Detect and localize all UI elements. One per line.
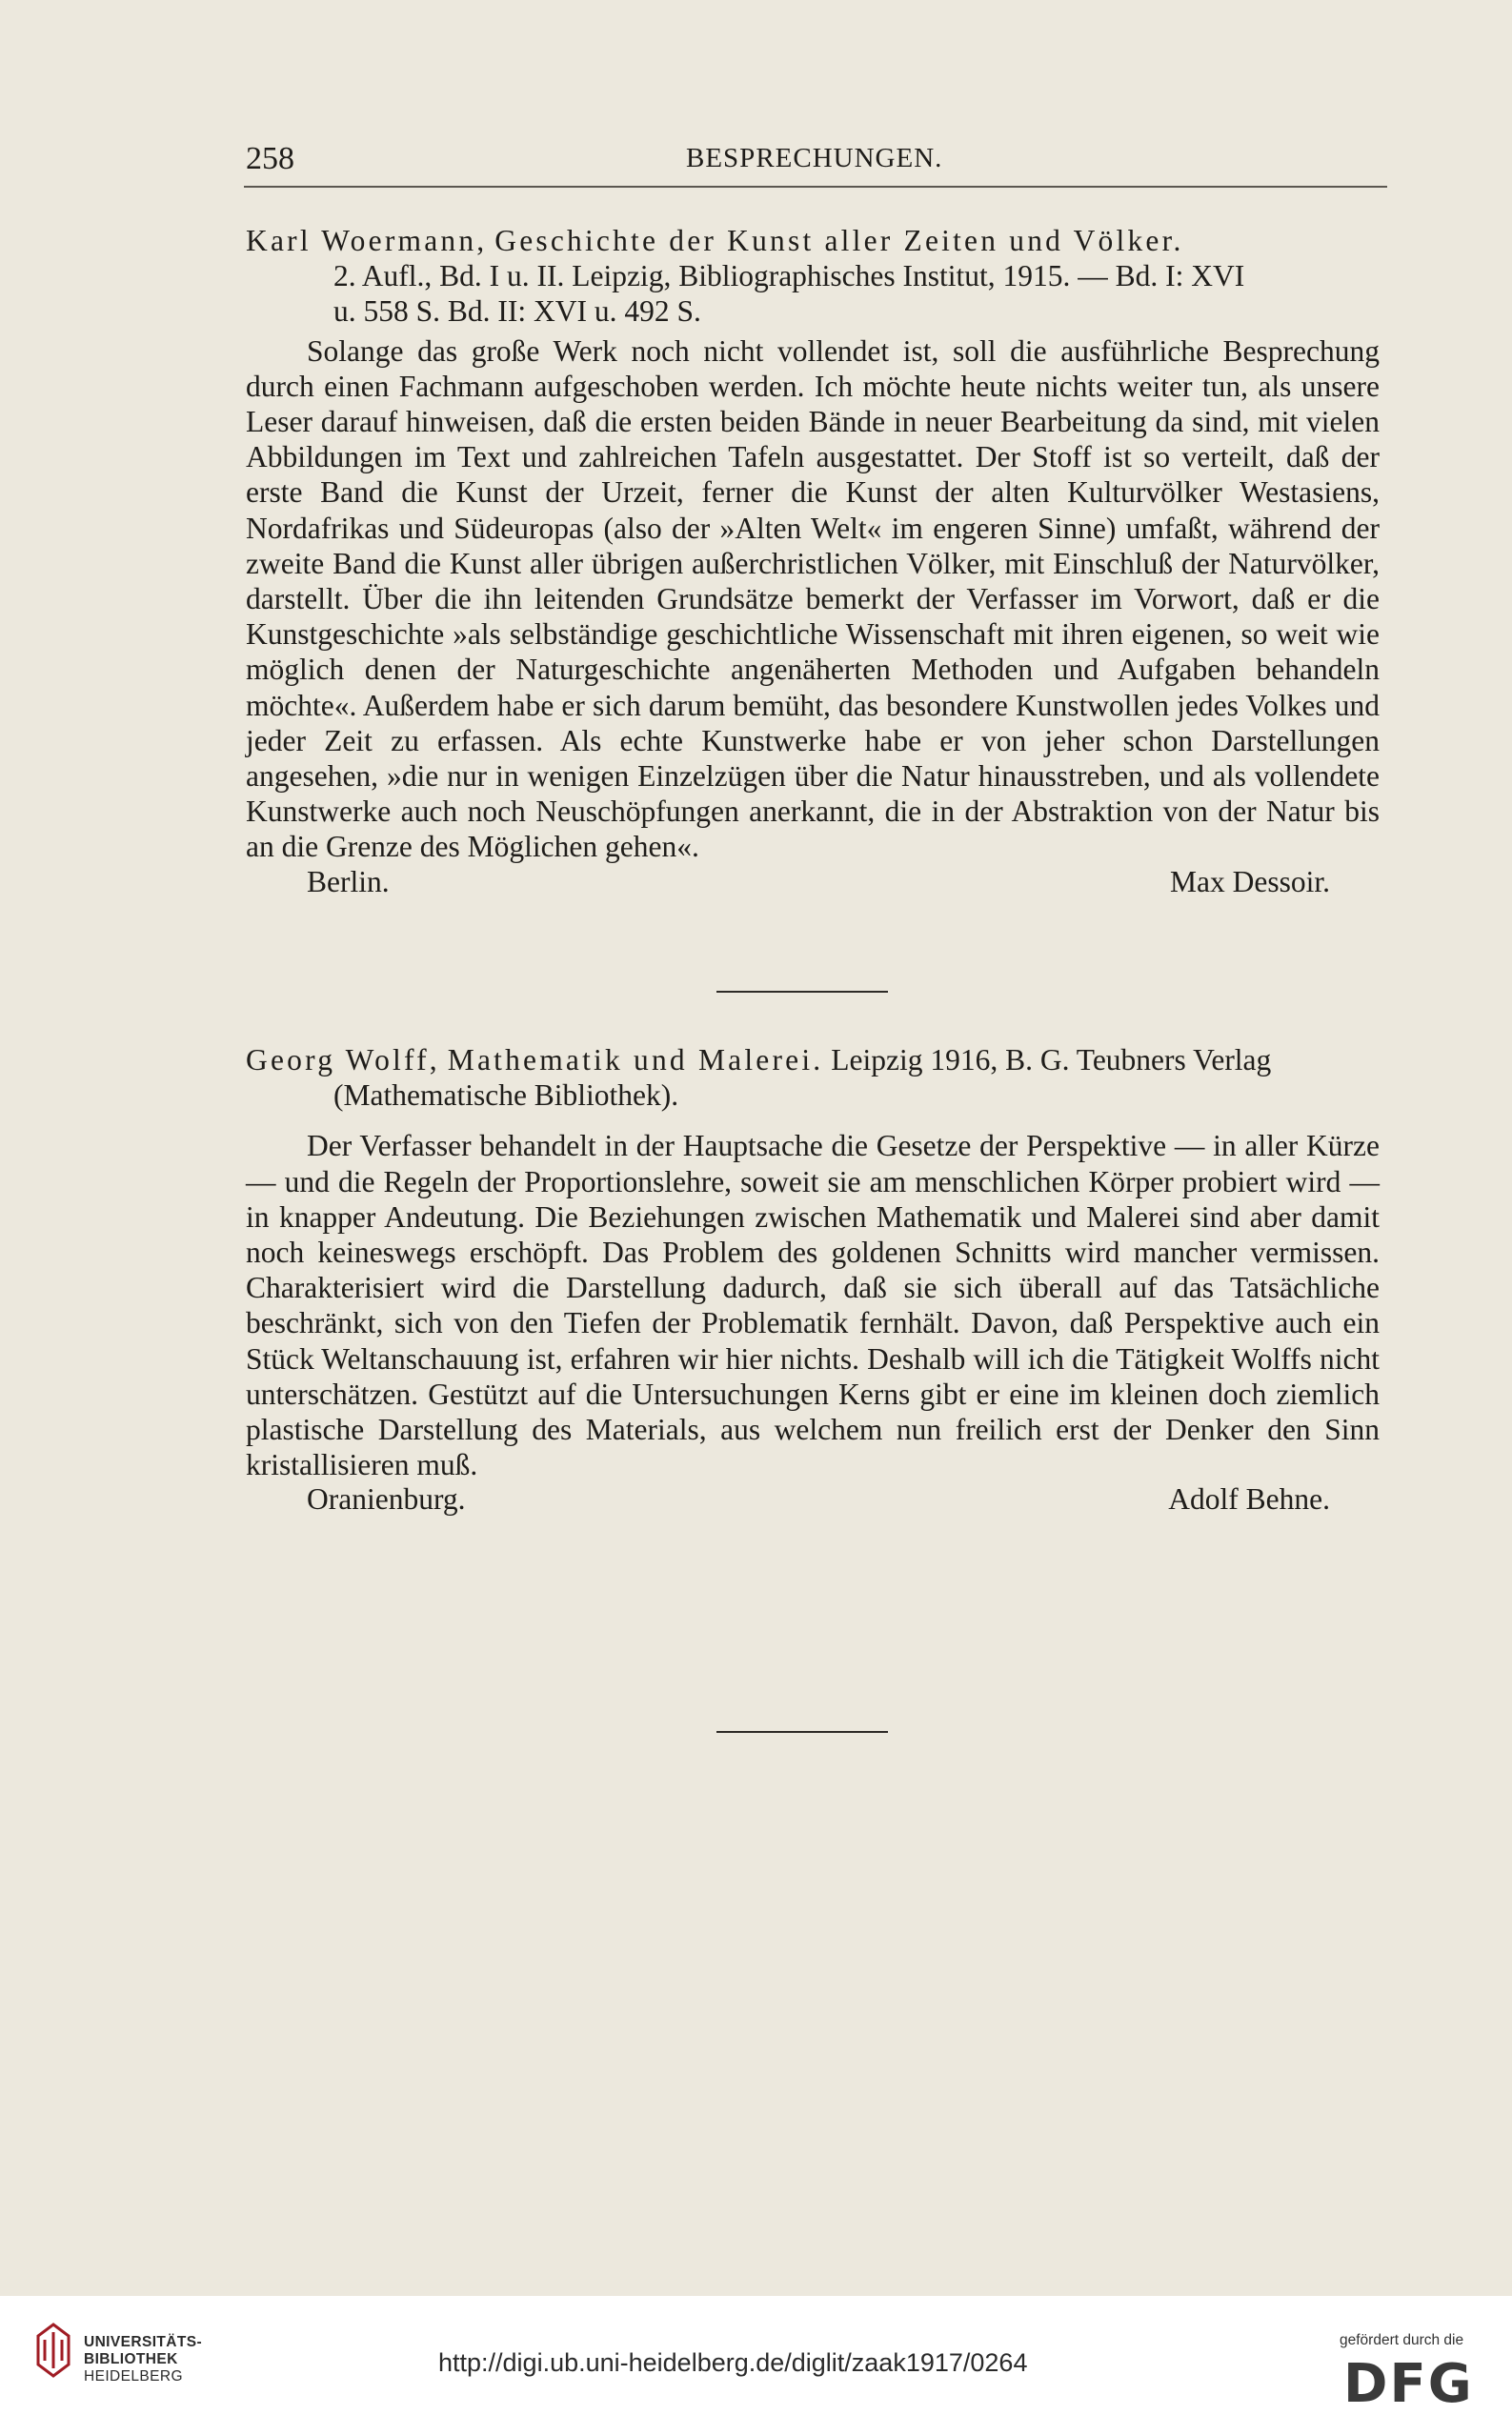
library-name: BIBLIOTHEK — [84, 2351, 178, 2367]
page-number: 258 — [246, 141, 294, 176]
review-body: Der Verfasser behandelt in der Hauptsache die Gesetze der Perspektive — in aller Kürze — und die Regeln der Proportionslehre, soweit sie am menschlichen Körper probiert wird — in knapper Andeutung. Die Beziehungen zwischen Mathematik und Malerei sind aber damit noch keineswegs erschöpft. Das Problem des goldenen Schnitts wird mancher vermissen. Charakterisiert wird die Darstellung dadurch, daß sie sich überall auf das Tatsächliche beschränkt, sich von den Tiefen der Problematik fernhält. Davon, daß Perspektive auch ein Stück Weltanschauung ist, erfahren wir hier nichts. Deshalb will ich die Tätigkeit Wolffs nicht unterschätzen. Gestützt auf die Untersuchungen Kerns gibt er eine im kleinen doch ziemlich plastische Darstellung des Materials, aus welchem nun freilich erst der Denker den Sinn kristallisieren muß. — [246, 1129, 1380, 1482]
permalink[interactable]: http://digi.ub.uni-heidelberg.de/diglit/zaak1917/0264 — [438, 2348, 1028, 2377]
review-author: Georg Wolff, — [246, 1043, 440, 1077]
review-wolff — [246, 1042, 1380, 1520]
funding-note: gefördert durch die — [1340, 2332, 1464, 2348]
review-publication: 2. Aufl., Bd. I u. II. Leipzig, Bibliographisches Institut, 1915. — Bd. I: XVI — [333, 259, 1245, 293]
review-author: Karl Woermann, — [246, 224, 488, 257]
review-publication-cont: (Mathematische Bibliothek). — [333, 1078, 679, 1113]
review-publication: Leipzig 1916, B. G. Teubners Verlag — [831, 1043, 1272, 1077]
review-publication-cont: u. 558 S. Bd. II: XVI u. 492 S. — [333, 294, 701, 329]
library-logo-icon — [36, 2323, 71, 2378]
section-divider — [716, 1731, 888, 1733]
reviewer-name: Max Dessoir. — [1170, 864, 1330, 898]
running-head: BESPRECHUNGEN. — [686, 143, 943, 173]
digitization-footer — [0, 2296, 1512, 2415]
review-signature — [246, 1482, 1380, 1520]
dfg-logo: DFG — [1343, 2353, 1474, 2415]
review-place: Berlin. — [307, 864, 390, 898]
review-book-title: Geschichte der Kunst aller Zeiten und Völker. — [494, 224, 1184, 257]
review-title — [246, 223, 1380, 330]
section-divider — [716, 991, 888, 993]
header-rule — [244, 186, 1387, 188]
reviewer-name: Adolf Behne. — [1168, 1482, 1330, 1517]
review-body: Solange das große Werk noch nicht vollendet ist, soll die ausführliche Besprechung durch einen Fachmann aufgeschoben werden. Ich möchte heute nichts weiter tun, als unsere Leser darauf hinweisen, daß die ersten beiden Bände in neuer Bearbeitung da sind, mit vielen Abbildungen im Text und zahlreichen Tafeln ausgestattet. Der Stoff ist so verteilt, daß der erste Band die Kunst der Urzeit, ferner die Kunst der alten Kulturvölker Westasiens, Nordafrikas und Südeuropas (also der »Alten Welt« im engeren Sinne) umfaßt, während der zweite Band die Kunst aller übrigen außerchristlichen Völker, mit Einschluß der Naturvölker, darstellt. Über die ihn leitenden Grundsätze bemerkt der Verfasser im Vorwort, daß er die Kunstgeschichte »als selbständige geschichtliche Wissenschaft mit ihren eigenen, so weit wie möglich denen der Naturgeschichte angenäherten Methoden und Aufgaben behandeln möchte«. Außerdem habe er sich darum bemüht, das besondere Kunstwollen jedes Volkes und jeder Zeit zu erfassen. Als echte Kunstwerke habe er von jeher schon Darstellungen angesehen, »die nur in wenigen Einzelzügen über die Natur hinausstreben, und als vollendete Kunstwerke auch noch Neuschöpfungen anerkannt, die in der Abstraktion von der Natur bis an die Grenze des Möglichen gehen«. — [246, 333, 1380, 864]
review-place: Oranienburg. — [307, 1482, 466, 1517]
library-name: UNIVERSITÄTS- — [84, 2334, 203, 2350]
library-name: HEIDELBERG — [84, 2368, 183, 2385]
review-title — [246, 1042, 1380, 1113]
review-book-title: Mathematik und Malerei. — [447, 1043, 824, 1077]
review-signature — [246, 865, 1380, 903]
review-woermann — [246, 223, 1380, 903]
